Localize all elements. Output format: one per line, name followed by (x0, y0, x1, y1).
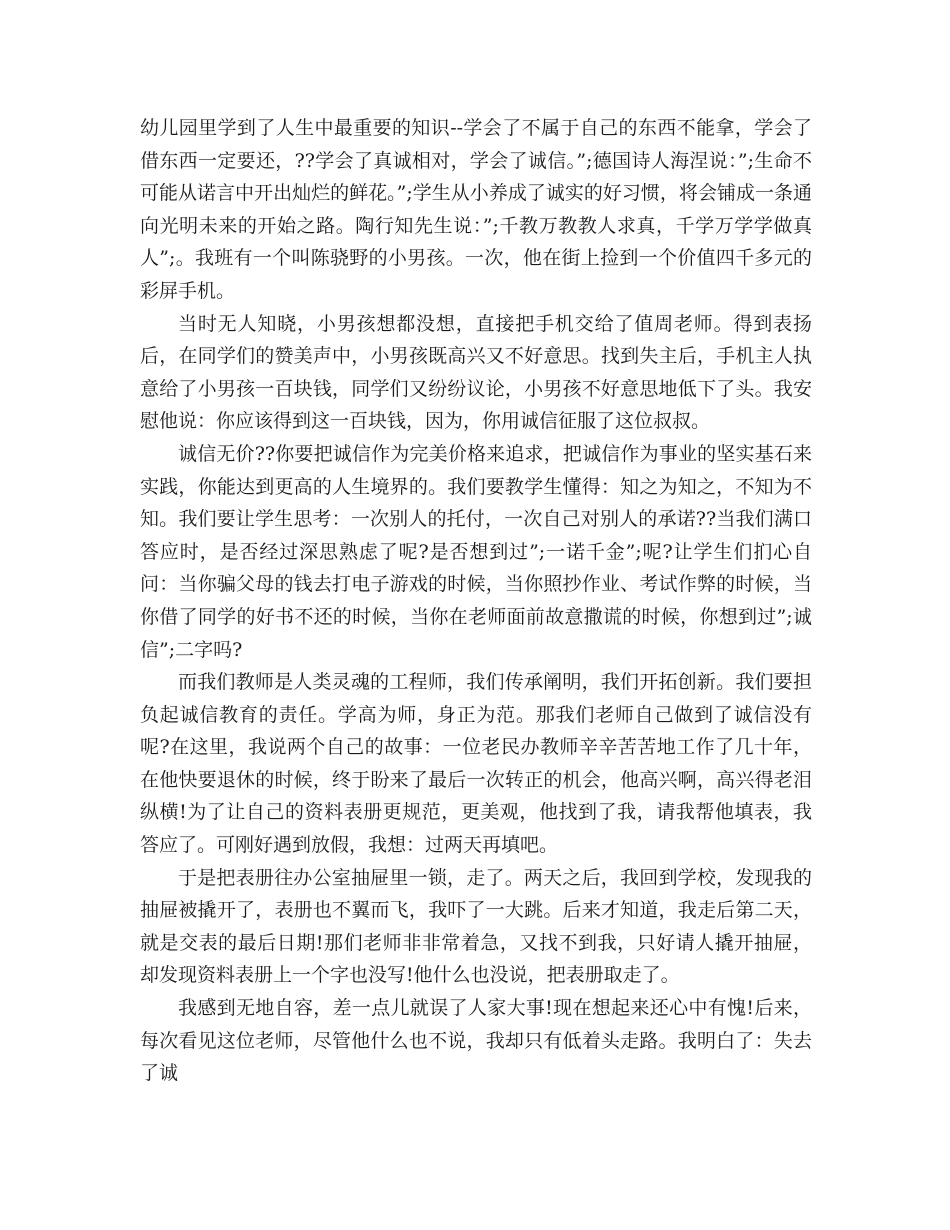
paragraph-5: 于是把表册往办公室抽屉里一锁，走了。两天之后，我回到学校，发现我的抽屉被撬开了，表册也不翼而飞，我吓了一大跳。后来才知道，我走后第二天，就是交表的最后日期!那们老师非非常着急，又找不到我，只好请人撬开抽屉，却发现资料表册上一个字也没写!他什么也没说，把表册取走了。 (140, 866, 812, 987)
paragraph-4: 而我们教师是人类灵魂的工程师，我们传承阐明，我们开拓创新。我们要担负起诚信教育的责任。学高为师，身正为范。那我们老师自己做到了诚信没有呢?在这里，我说两个自己的故事：一位老民办教师辛辛苦苦地工作了几十年，在他快要退休的时候，终于盼来了最后一次转正的机会，他高兴啊，高兴得老泪纵横!为了让自己的资料表册更规范，更美观，他找到了我，请我帮他填表，我答应了。可刚好遇到放假，我想：过两天再填吧。 (140, 671, 812, 857)
paragraph-1: 幼儿园里学到了人生中最重要的知识--学会了不属于自己的东西不能拿，学会了借东西一定要还，??学会了真诚相对，学会了诚信。”;德国诗人海涅说：”;生命不可能从诺言中开出灿烂的鲜花。”;学生从小养成了诚实的好习惯，将会铺成一条通向光明未来的开始之路。陶行知先生说：”;千教万教教人求真，千学万学学做真人”;。我班有一个叫陈骁野的小男孩。一次，他在街上捡到一个价值四千多元的彩屏手机。 (140, 117, 812, 302)
document-page (140, 112, 812, 1090)
paragraph-2: 当时无人知晓，小男孩想都没想，直接把手机交给了值周老师。得到表扬后，在同学们的赞美声中，小男孩既高兴又不好意思。找到失主后，手机主人执意给了小男孩一百块钱，同学们又纷纷议论，小男孩不好意思地低下了头。我安慰他说：你应该得到这一百块钱，因为，你用诚信征服了这位叔叔。 (140, 312, 812, 433)
paragraph-3: 诚信无价??你要把诚信作为完美价格来追求，把诚信作为事业的坚实基石来实践，你能达到更高的人生境界的。我们要教学生懂得：知之为知之，不知为不知。我们要让学生思考：一次别人的托付，一次自己对别人的承诺??当我们满口答应时，是否经过深思熟虑了呢?是否想到过”;一诺千金”;呢?让学生们扪心自问：当你骗父母的钱去打电子游戏的时候，当你照抄作业、考试作弊的时候，当你借了同学的好书不还的时候，当你在老师面前故意撒谎的时候，你想到过”;诚信”;二字吗? (140, 442, 812, 661)
paragraph-6: 我感到无地自容，差一点儿就误了人家大事!现在想起来还心中有愧!后来，每次看见这位老师，尽管他什么也不说，我却只有低着头走路。我明白了：失去了诚 (140, 997, 812, 1085)
